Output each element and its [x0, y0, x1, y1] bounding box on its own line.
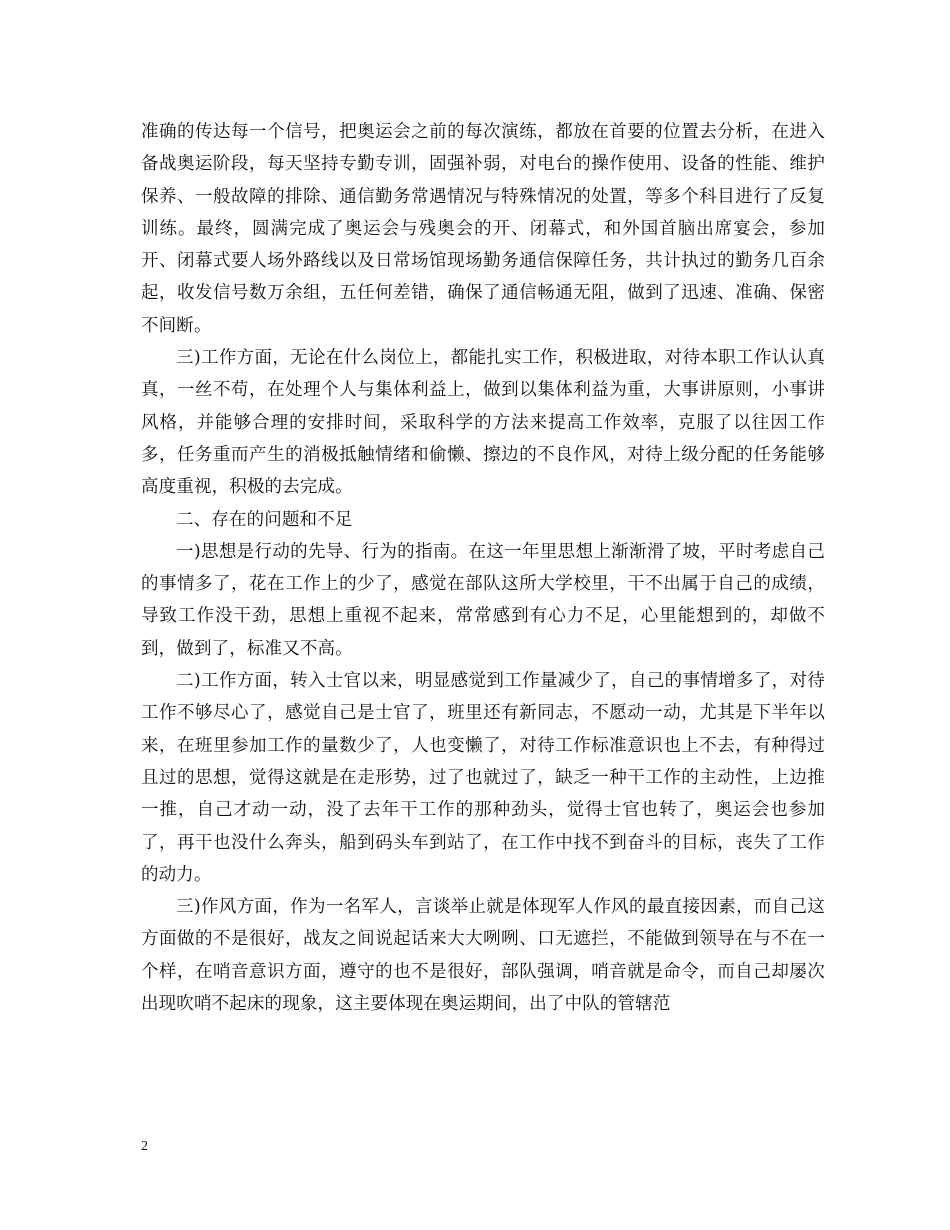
- document-body: [141, 116, 825, 1020]
- paragraph-3: 一)思想是行动的先导、行为的指南。在这一年里思想上渐渐滑了坡，平时考虑自己的事情多了，花在工作上的少了，感觉在部队这所大学校里，干不出属于自己的成绩，导致工作没干劲，思想上重视不起来，常常感到有心力不足，心里能想到的，却做不到，做到了，标准又不高。: [141, 541, 825, 659]
- paragraph-2: 三)工作方面，无论在什么岗位上，都能扎实工作，积极进取，对待本职工作认认真真，一丝不苟，在处理个人与集体利益上，做到以集体利益为重，大事讲原则，小事讲风格，并能够合理的安排时间，采取科学的方法来提高工作效率，克服了以往因工作多，任务重而产生的消极抵触情绪和偷懒、擦边的不良作风，对待上级分配的任务能够高度重视，积极的去完成。: [141, 348, 825, 498]
- paragraph-1: 准确的传达每一个信号，把奥运会之前的每次演练，都放在首要的位置去分析，在进入备战奥运阶段，每天坚持专勤专训，固强补弱，对电台的操作使用、设备的性能、维护保养、一般故障的排除、通信勤务常遇情况与特殊情况的处置，等多个科目进行了反复训练。最终，圆满完成了奥运会与残奥会的开、闭幕式，和外国首脑出席宴会，参加开、闭幕式要人场外路线以及日常场馆现场勤务通信保障任务，共计执过的勤务几百余起，收发信号数万余组，五任何差错，确保了通信畅通无阻，做到了迅速、准确、保密不间断。: [141, 122, 825, 336]
- paragraph-5: 三)作风方面，作为一名军人，言谈举止就是体现军人作风的最直接因素，而自己这方面做的不是很好，战友之间说起话来大大咧咧、口无遮拦，不能做到领导在与不在一个样，在哨音意识方面，遵守的也不是很好，部队强调，哨音就是命令，而自己却屡次出现吹哨不起床的现象，这主要体现在奥运期间，出了中队的管辖范: [141, 897, 825, 1015]
- page-number: 2: [141, 1139, 148, 1154]
- section-heading: 二、存在的问题和不足: [176, 509, 353, 530]
- paragraph-4: 二)工作方面，转入士官以来，明显感觉到工作量减少了，自己的事情增多了，对待工作不够尽心了，感觉自己是士官了，班里还有新同志，不愿动一动，尤其是下半年以来，在班里参加工作的量数少了，人也变懒了，对待工作标准意识也上不去，有种得过且过的思想，觉得这就是在走形势，过了也就过了，缺乏一种干工作的主动性，上边推一推，自己才动一动，没了去年干工作的那种劲头，觉得士官也转了，奥运会也参加了，再干也没什么奔头，船到码头车到站了，在工作中找不到奋斗的目标，丧失了工作的动力。: [141, 671, 825, 885]
